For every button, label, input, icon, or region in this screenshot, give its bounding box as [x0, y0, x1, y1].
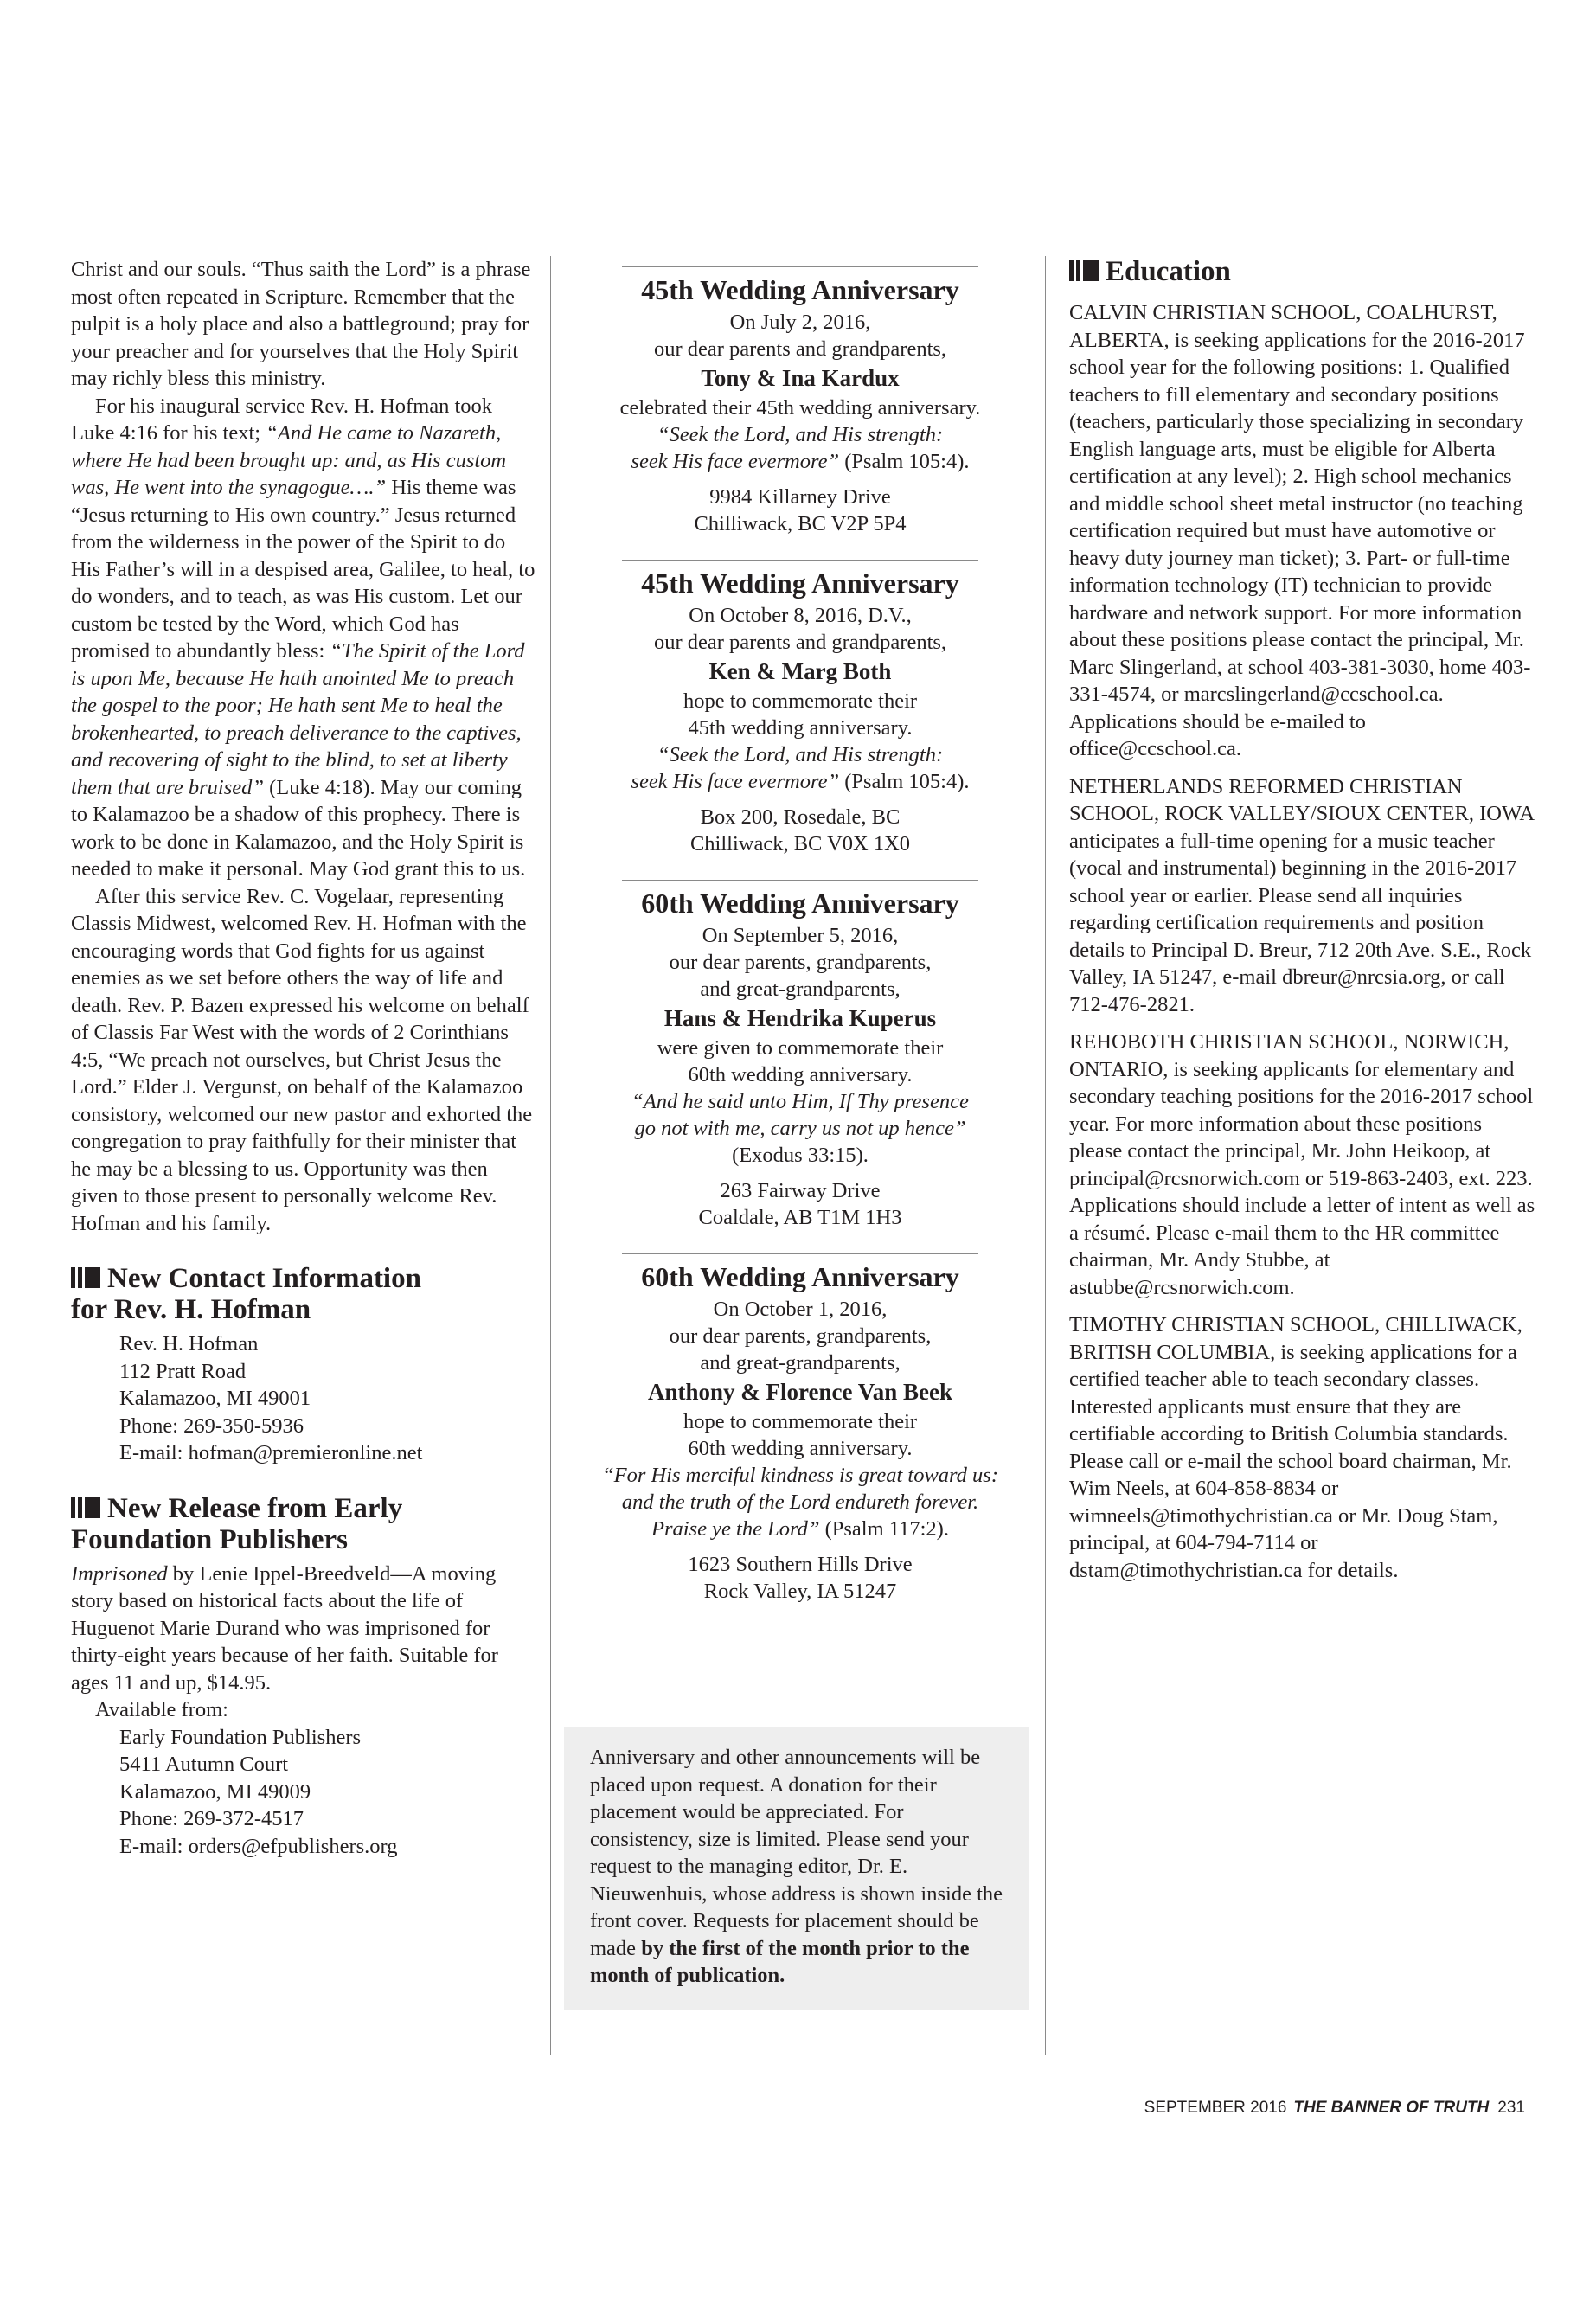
- couple-names: Hans & Hendrika Kuperus: [663, 1005, 937, 1031]
- address-line: Phone: 269-372-4517: [119, 1807, 304, 1830]
- email-line: E-mail: hofman@premieronline.net: [119, 1441, 423, 1465]
- column-rule-left: [550, 256, 551, 2055]
- couple-names: Anthony & Florence Van Beek: [647, 1379, 953, 1405]
- paragraph: For his inaugural service Rev. H. Hofman took Luke 4:16 for his text; “And He came to Nazareth, where He had been brought up: and, as His custom was, He went into the synagogue….” His theme was “Jesus returning to His own country.” Jesus returned from the wilderness in the power of the Spirit to do His Father’s will in a despised area, Galilee, to heal, to do wonders, and to teach, as was His custom. Let our custom be tested by the Word, which God has promised to abundantly bless: “The Spirit of the Lord is upon Me, because He hath anointed Me to preach the gospel to the poor; He hath sent Me to heal the brokenhearted, to preach deliverance to the captives, and recovering of sight to the blind, to set at liberty them that are bruised” (Luke 4:18). May our coming to Kalamazoo be a shadow of this prophecy. There is work to be done in Kalamazoo, and the Holy Spirit is needed to make it personal. May God grant this to us.: [71, 394, 535, 881]
- address-line: Kalamazoo, MI 49009: [119, 1779, 311, 1804]
- anniversary-title: 60th Wedding Anniversary: [641, 1261, 959, 1292]
- section-heading-education: Education: [1069, 256, 1536, 287]
- page-number: 231: [1497, 2099, 1525, 2117]
- page-footer: [1144, 2099, 1525, 2118]
- book-description: Imprisoned by Lenie Ippel-Breedveld—A moving story based on historical facts about the life of Huguenot Marie Durand who was imprisoned for thirty-eight years because of her faith. Suitable for ages 11 and up, $14.95.: [71, 1561, 498, 1695]
- anniversary-title: 60th Wedding Anniversary: [641, 888, 959, 919]
- divider: [622, 560, 978, 561]
- issue-date: SEPTEMBER 2016: [1144, 2099, 1287, 2117]
- section-heading-contact: New Contact Information for Rev. H. Hofman: [71, 1263, 421, 1325]
- anniversary-address: 263 Fairway Drive Coaldale, AB T1M 1H3: [698, 1179, 902, 1229]
- publication-name: THE BANNER OF TRUTH: [1293, 2099, 1490, 2117]
- couple-names: Tony & Ina Kardux: [701, 365, 900, 391]
- section-marker-icon: [71, 1267, 100, 1288]
- address-line: Early Foundation Publishers: [119, 1725, 362, 1749]
- divider: [622, 266, 978, 267]
- section-marker-icon: [71, 1497, 100, 1518]
- column-left: [71, 256, 538, 1860]
- education-listing: REHOBOTH CHRISTIAN SCHOOL, NORWICH, ONTARIO, is seeking applicants for elementary and secondary teaching positions for the 2016-2017 school year. For more information about these positions please contact the principal, Mr. John Heikoop, at principal@rcsnorwich.com or 519-863-2403, ext. 223. Applications should include a letter of intent as well as a résumé. Please e-mail them to the HR committee chairman, Mr. Andy Stubbe, at astubbe@rcsnorwich.com.: [1069, 1030, 1535, 1299]
- section-marker-icon: [1069, 260, 1099, 281]
- divider: [622, 1253, 978, 1254]
- anniversary-address: 9984 Killarney Drive Chilliwack, BC V2P 5P4: [694, 485, 907, 535]
- anniversary-notice: 60th Wedding Anniversary On October 1, 2016, our dear parents, grandparents, and great-grandparents, Anthony & Florence Van Beek hope to commemorate their 60th wedding anniversary. “For His merciful kindness is great toward us: and the truth of the Lord endureth forever. Praise ye the Lord” (Psalm 117:2). 1623 Southern Hills Drive Rock Valley, IA 51247: [573, 1253, 1028, 1605]
- paragraph: After this service Rev. C. Vogelaar, representing Classis Midwest, welcomed Rev. H. Hofman with the encouraging words that God fights for us against enemies as we set before others the way of life and death. Rev. P. Bazen expressed his welcome on behalf of Classis Far West with the words of 2 Corinthians 4:5, “We preach not ourselves, but Christ Jesus the Lord.” Elder J. Vergunst, on behalf of the Kalamazoo consistory, welcomed our new pastor and exhorted the congregation to pray faithfully for their minister that he may be a blessing to us. Opportunity was then given to those present to personally welcome Rev. Hofman and his family.: [71, 884, 533, 1235]
- anniversary-title: 45th Wedding Anniversary: [641, 567, 959, 599]
- column-middle: [573, 266, 1028, 1627]
- email-line: E-mail: orders@efpublishers.org: [119, 1834, 398, 1858]
- announcement-note-box: Anniversary and other announcements will be placed upon request. A donation for their placement would be appreciated. For consistency, size is limited. Please send your request to the managing editor, Dr. E. Nieuwenhuis, whose address is shown inside the front cover. Requests for placement should be made by the first of the month prior to the month of publication.: [564, 1727, 1029, 2010]
- anniversary-address: 1623 Southern Hills Drive Rock Valley, IA 51247: [688, 1553, 913, 1603]
- column-rule-right: [1045, 256, 1046, 2055]
- section-heading-release: New Release from Early Foundation Publishers: [71, 1492, 403, 1555]
- anniversary-notice: 45th Wedding Anniversary On October 8, 2016, D.V., our dear parents and grandparents, Ken & Marg Both hope to commemorate their 45th wedding anniversary. “Seek the Lord, and His strength: seek His face evermore” (Psalm 105:4). Box 200, Rosedale, BC Chilliwack, BC V0X 1X0: [573, 560, 1028, 857]
- couple-names: Ken & Marg Both: [708, 658, 892, 684]
- available-label: Available from:: [95, 1698, 228, 1721]
- education-listing: NETHERLANDS REFORMED CHRISTIAN SCHOOL, ROCK VALLEY/SIOUX CENTER, IOWA anticipates a full-time opening for a music teacher (vocal and instrumental) beginning in the 2016-2017 school year or earlier. Please send all inquiries regarding certification requirements and position details to Principal D. Breur, 712 20th Ave. S.E., Rock Valley, IA 51247, e-mail dbreur@nrcsia.org, or call 712-476-2821.: [1069, 774, 1534, 1016]
- address-line: Phone: 269-350-5936: [119, 1413, 304, 1438]
- address-line: 112 Pratt Road: [119, 1359, 247, 1383]
- column-right: [1069, 256, 1536, 1594]
- education-listing: TIMOTHY CHRISTIAN SCHOOL, CHILLIWACK, BRITISH COLUMBIA, is seeking applications for a certified teacher able to teach secondary classes. Interested applicants must ensure that they are certifiable according to British Columbia standards. Please call or e-mail the school board chairman, Mr. Wim Neels, at 604-858-8834 or wimneels@timothychristian.ca or Mr. Doug Stam, principal, at 604-794-7114 or dstam@timothychristian.ca for details.: [1069, 1313, 1522, 1582]
- education-listing: CALVIN CHRISTIAN SCHOOL, COALHURST, ALBERTA, is seeking applications for the 2016-2017 school year for the following positions: 1. Qualified teachers to fill elementary and secondary positions (teachers, particularly those specializing in secondary English language arts, must be eligible for Alberta certification at any level); 2. High school mechanics and middle school sheet metal instructor (no teaching certification required but must have automotive or heavy duty journey man ticket); 3. Part- or full-time information technology (IT) technician to provide hardware and network support. For more information about these positions please contact the principal, Mr. Marc Slingerland, at school 403-381-3030, home 403-331-4574, or marcslingerland@ccschool.ca. Applications should be e-mailed to office@ccschool.ca.: [1069, 301, 1531, 760]
- address-line: 5411 Autumn Court: [119, 1753, 289, 1776]
- divider: [622, 880, 978, 881]
- anniversary-notice: 45th Wedding Anniversary On July 2, 2016, our dear parents and grandparents, Tony & Ina Kardux celebrated their 45th wedding anniversary. “Seek the Lord, and His strength: seek His face evermore” (Psalm 105:4). 9984 Killarney Drive Chilliwack, BC V2P 5P4: [573, 266, 1028, 537]
- anniversary-title: 45th Wedding Anniversary: [641, 274, 959, 305]
- paragraph: Christ and our souls. “Thus saith the Lord” is a phrase most often repeated in Scripture. Remember that the pulpit is a holy place and also a battleground; pray for your preacher and for yourselves that the Holy Spirit may richly bless this ministry.: [71, 258, 531, 390]
- anniversary-notice: 60th Wedding Anniversary On September 5, 2016, our dear parents, grandparents, and great-grandparents, Hans & Hendrika Kuperus were given to commemorate their 60th wedding anniversary. “And he said unto Him, If Thy presence go not with me, carry us not up hence” (Exodus 33:15). 263 Fairway Drive Coaldale, AB T1M 1H3: [573, 880, 1028, 1231]
- anniversary-address: Box 200, Rosedale, BC Chilliwack, BC V0X 1X0: [689, 805, 911, 856]
- address-line: Kalamazoo, MI 49001: [119, 1387, 311, 1410]
- address-line: Rev. H. Hofman: [119, 1332, 259, 1356]
